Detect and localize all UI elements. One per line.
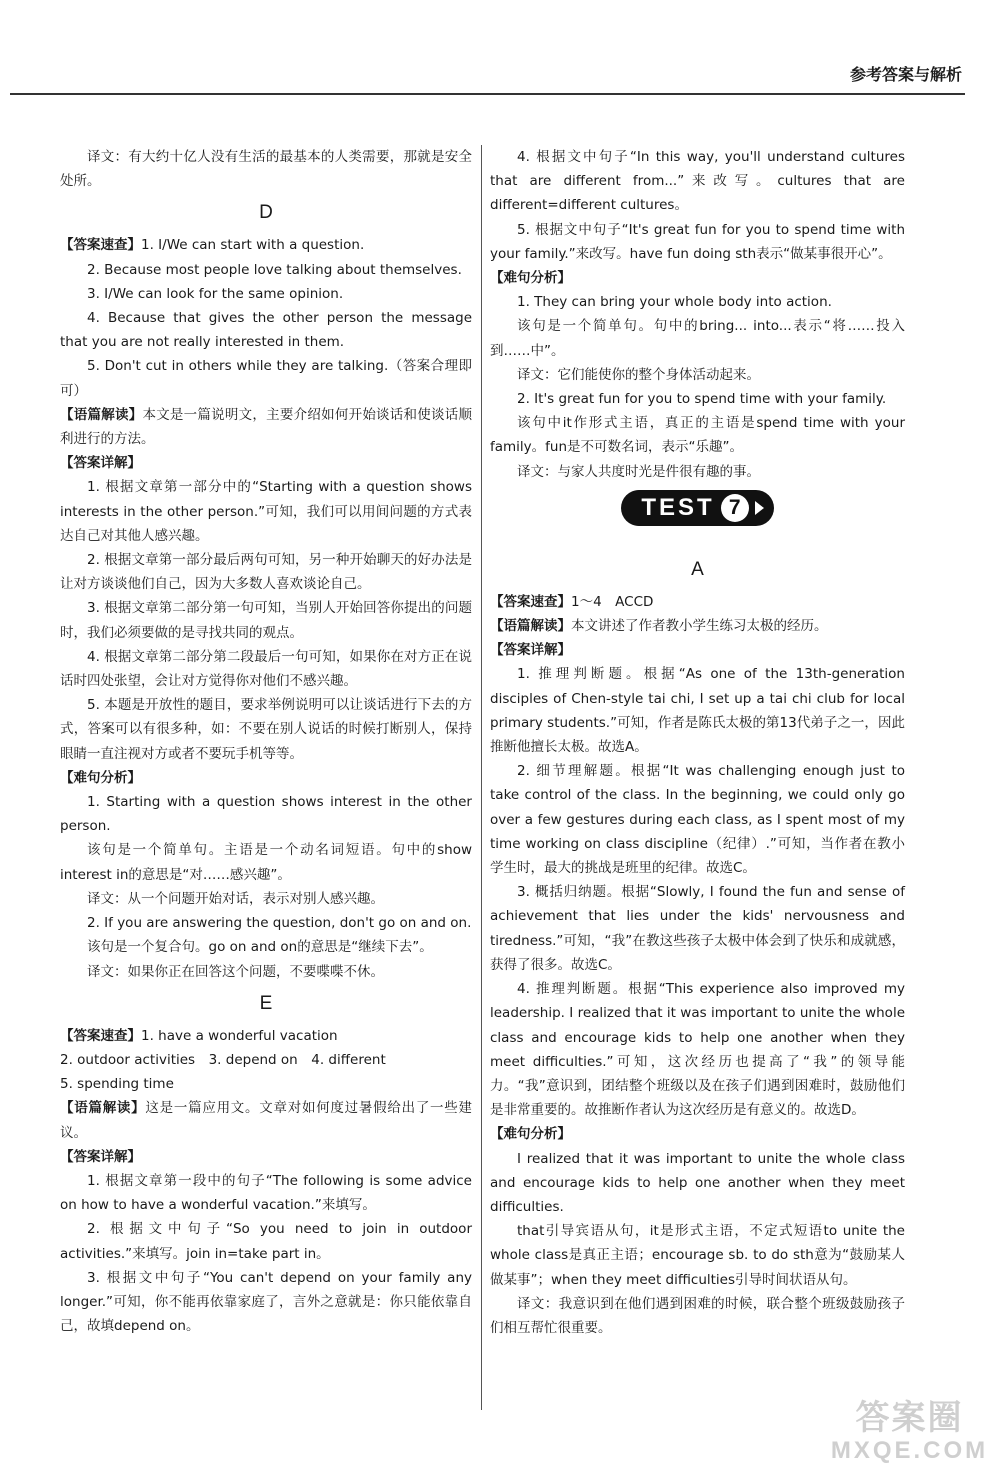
answer-paragraph: [490, 266, 905, 290]
paragraph-text: 1. I/We can start with a question.: [141, 237, 365, 254]
text-paragraph: 译文：与家人共度时光是件很有趣的事。: [517, 463, 760, 480]
text-paragraph: 1. They can bring your whole body into action.: [517, 294, 832, 311]
text-paragraph: 2. It's great fun for you to spend time with your family.: [517, 391, 887, 408]
play-arrow-icon: [755, 501, 764, 515]
text-paragraph: 2. 根据文章第一部分最后两句可知，另一种开始聊天的好办法是让对方谈谈他们自己，因为大多数人喜欢谈论自己。: [60, 552, 472, 593]
section-tag: 【答案速查】: [60, 237, 141, 254]
section-tag: 【答案速查】: [60, 1027, 141, 1044]
section-tag: 【难句分析】: [490, 1126, 571, 1143]
answer-paragraph: [490, 614, 905, 638]
section-tag: 【答案详解】: [60, 1148, 141, 1165]
text-paragraph: 3. 概括归纳题。根据“Slowly, I found the fun and sense of achievement that lies under the kids' nervousness and tiredness.”可知，“我”在教这些孩子太极中体会到了快乐和成就感，获得了很多。故选C。: [490, 884, 905, 973]
text-paragraph: 5. Don't cut in others while they are talking.（答案合理即可）: [60, 358, 472, 399]
text-paragraph: 1. 推理判断题。根据“As one of the 13th-generation disciples of Chen-style tai chi, I set up a tai chi club for local primary students.”可知，作者是陈氏太极的第13代弟子之一，因此推断他擅长太极。故选A。: [490, 666, 905, 756]
section-heading: D: [259, 202, 273, 224]
section-heading: A: [691, 558, 704, 580]
text-paragraph: 4. 根据文中句子“In this way, you'll understand cultures that are different from...”来改写。cultures that are different=different cultures。: [490, 149, 905, 214]
text-paragraph: 2. If you are answering the question, don't go on and on.: [87, 915, 472, 932]
text-paragraph: 2. outdoor activities 3. depend on 4. different: [60, 1051, 386, 1068]
text-paragraph: 4. 推理判断题。根据“This experience also improved my leadership. I realized that it was important to unite the whole class and encourage kids to help one another when they meet difficulties.”可知，这次经历也提高了“我”的领导能力。“我”意识到，团结整个班级以及在孩子们遇到困难时，鼓励他们是非常重要的。故推断作者认为这次经历是有意义的。故选D。: [490, 981, 905, 1119]
answer-paragraph: [60, 403, 472, 451]
text-paragraph: 2. 细节理解题。根据“It was challenging enough just to take control of the class. In the beginning, we could only go over a few gestures during each class, as I spent most of my time working on class discipline（纪律）.”可知，当作者在教小学生时，最大的挑战是班里的纪律。故选C。: [490, 763, 905, 877]
text-paragraph: 译文：它们能使你的整个身体活动起来。: [517, 366, 760, 383]
site-watermark: [827, 1399, 992, 1469]
text-paragraph: 该句是一个复合句。go on and on的意思是“继续下去”。: [87, 939, 433, 956]
page-header-title: 参考答案与解析: [849, 65, 962, 84]
paragraph-text: 本文是一篇说明文，主要介绍如何开始谈话和使谈话顺利进行的方法。: [60, 406, 473, 448]
text-paragraph: 1. Starting with a question shows interest in the other person.: [60, 794, 472, 835]
text-paragraph: 4. Because that gives the other person the message that you are not really interested in them.: [60, 310, 472, 351]
text-paragraph: 1. 根据文章第一部分中的“Starting with a question shows interests in the other person.”可知，我们可以用间问题的方式表达自己对其他人感兴趣。: [60, 479, 472, 544]
watermark-logo-text: 答案圈: [855, 1398, 964, 1438]
answer-paragraph: [490, 1122, 905, 1146]
text-paragraph: 3. I/We can look for the same opinion.: [87, 285, 344, 302]
watermark-url: MXQE.COM: [830, 1437, 989, 1464]
answer-paragraph: [60, 1096, 472, 1144]
text-paragraph: 5. spending time: [60, 1076, 174, 1093]
section-tag: 【答案速查】: [490, 593, 571, 610]
text-paragraph: 5. 本题是开放性的题目，要求举例说明可以让谈话进行下去的方式，答案可以有很多种，如：不要在别人说话的时候打断别人，保持眼睛一直注视对方或者不要玩手机等等。: [60, 697, 472, 762]
column-divider: [481, 145, 482, 1410]
test-badge-number: 7: [721, 494, 749, 522]
left-column: [60, 145, 472, 1338]
test-banner: [490, 484, 905, 550]
text-paragraph: 译文：我意识到在他们遇到困难的时候，联合整个班级鼓励孩子们相互帮忙很重要。: [490, 1295, 905, 1336]
section-tag: 【语篇解读】: [490, 618, 571, 635]
answer-paragraph: [60, 1145, 472, 1169]
text-paragraph: 该句是一个简单句。句中的bring... into...表示“将……投入到……中”。: [490, 318, 905, 359]
text-paragraph: that引导宾语从句，it是形式主语，不定式短语to unite the whole class是真正主语；encourage sb. to do sth意为“鼓励某人做某事”；when they meet difficulties引导时间状语从句。: [490, 1223, 905, 1288]
paragraph-text: 1. have a wonderful vacation: [141, 1027, 338, 1044]
text-paragraph: 1. 根据文章第一段中的句子“The following is some advice on how to have a wonderful vacation.”来填写。: [60, 1172, 472, 1214]
test-badge: [621, 490, 773, 526]
section-heading: E: [259, 992, 273, 1014]
text-paragraph: 2. Because most people love talking about themselves.: [87, 261, 462, 278]
answer-paragraph: [490, 590, 905, 614]
answer-paragraph: [60, 766, 472, 790]
section-tag: 【答案详解】: [60, 455, 141, 472]
header-rule: [10, 93, 965, 95]
paragraph-text: 1～4 ACCD: [571, 593, 654, 610]
text-paragraph: 译文：有大约十亿人没有生活的最基本的人类需要，那就是安全处所。: [60, 149, 472, 190]
text-paragraph: 5. 根据文中句子“It's great fun for you to spend time with your family.”来改写。have fun doing sth表示“做某事很开心”。: [490, 221, 905, 262]
section-tag: 【答案详解】: [490, 642, 571, 659]
section-tag: 【难句分析】: [60, 769, 141, 786]
answer-paragraph: [60, 233, 472, 257]
text-paragraph: 译文：如果你正在回答这个问题，不要喋喋不休。: [87, 963, 384, 980]
text-paragraph: 4. 根据文章第二部分第二段最后一句可知，如果你在对方正在说话时四处张望，会让对方觉得你对他们不感兴趣。: [60, 648, 472, 690]
test-badge-label: TEST: [641, 493, 715, 521]
text-paragraph: 该句中it作形式主语，真正的主语是spend time with your family。fun是不可数名词，表示“乐趣”。: [490, 415, 905, 456]
text-paragraph: 3. 根据文章第二部分第一句可知，当别人开始回答你提出的问题时，我们必须要做的是寻找共同的观点。: [60, 600, 472, 641]
answer-paragraph: [490, 638, 905, 662]
section-tag: 【语篇解读】: [60, 406, 143, 423]
answer-paragraph: [60, 451, 472, 475]
text-paragraph: 译文：从一个问题开始对话，表示对别人感兴趣。: [87, 890, 384, 907]
text-paragraph: 3. 根据文中句子“You can't depend on your family any longer.”可知，你不能再依靠家庭了，言外之意就是：你只能依靠自己，故填depend on。: [60, 1269, 472, 1335]
section-tag: 【难句分析】: [490, 270, 571, 287]
paragraph-text: 本文讲述了作者教小学生练习太极的经历。: [571, 618, 828, 635]
text-paragraph: I realized that it was important to unite the whole class and encourage kids to help one another when they meet difficulties.: [490, 1150, 905, 1215]
right-column: [490, 145, 905, 1340]
section-tag: 【语篇解读】: [60, 1100, 146, 1117]
paragraph-text: 这是一篇应用文。文章对如何度过暑假给出了一些建议。: [60, 1100, 473, 1141]
text-paragraph: 2. 根据文中句子“So you need to join in outdoor activities.”来填写。join in=take part in。: [60, 1221, 472, 1262]
answer-paragraph: [60, 1024, 472, 1048]
text-paragraph: 该句是一个简单句。主语是一个动名词短语。句中的show interest in的意思是“对……感兴趣”。: [60, 842, 472, 883]
